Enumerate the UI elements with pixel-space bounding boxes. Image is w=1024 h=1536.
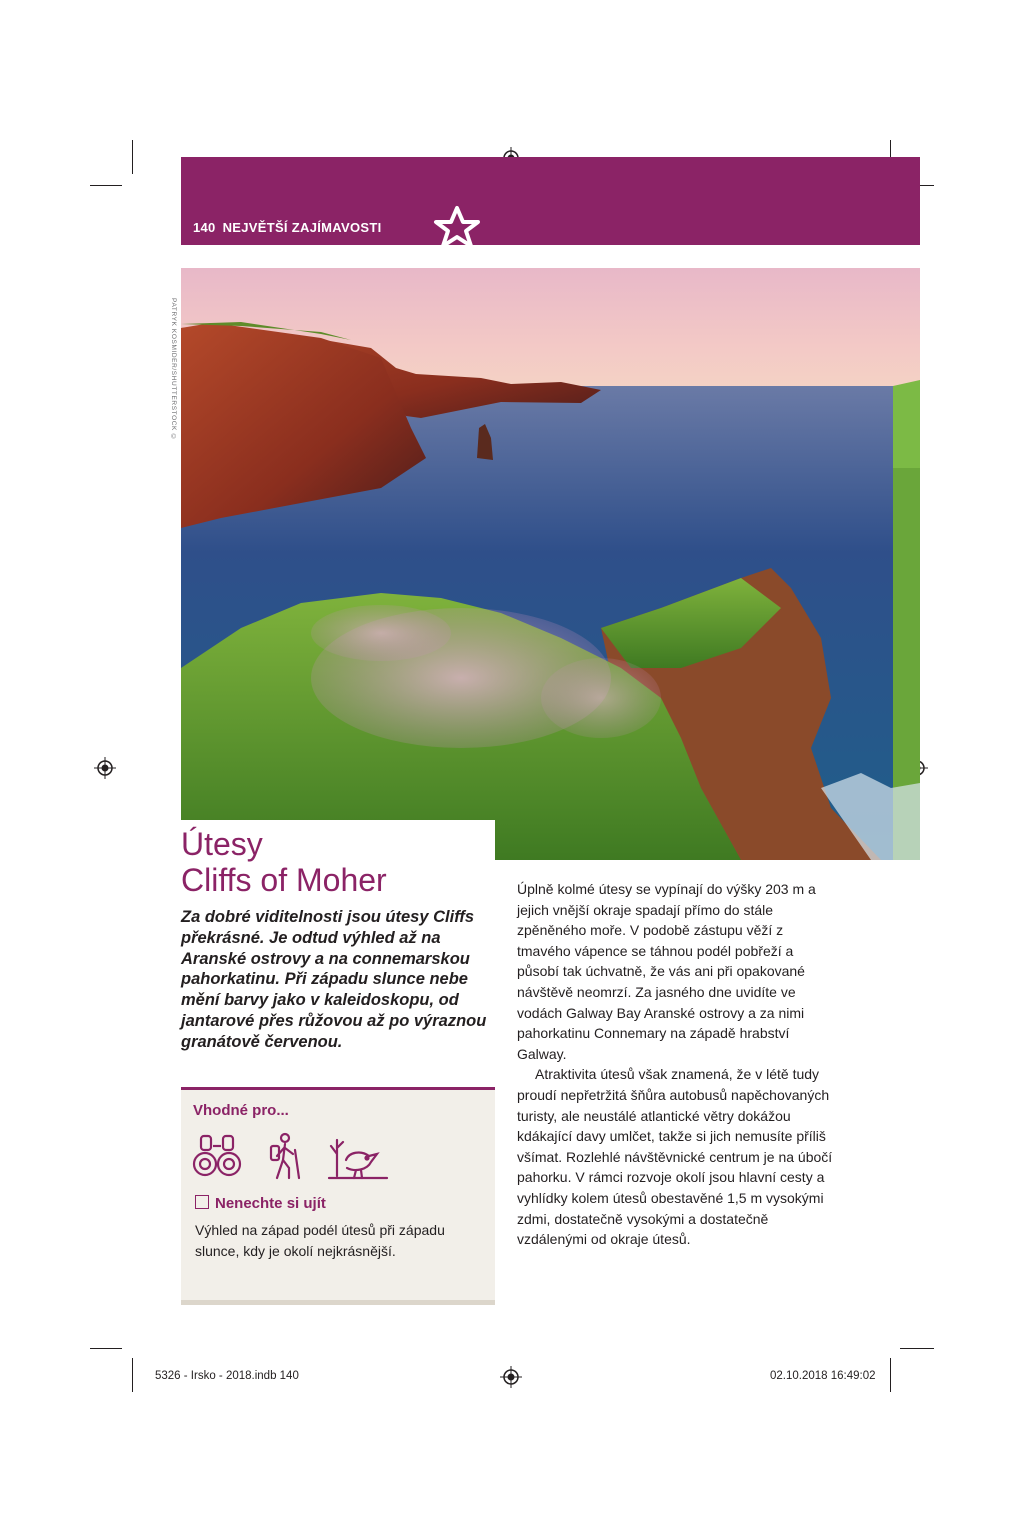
crop-mark [890, 1358, 891, 1392]
title-box [181, 820, 495, 900]
crop-mark [90, 1348, 122, 1349]
must-see-label: Nenechte si ujít [215, 1195, 326, 1212]
body-paragraph: Atraktivita útesů však znamená, že v létě tudy proudí nepřetržitá šňůra autobusů napěchovaných turisty, ale neustálé atlantické větry dokážou kdákající davy umlčet, takže si jich nemusíte příliš všímat. Rozlehlé návštěvnické centrum je na úbočí pahorku. V rámci rozvoje okolí jsou hlavní cesty a vyhlídky kolem útesů obestavěné 1,5 m vysokými zdmi, dostatečně vysokými a dostatečně vzdálenými od okraje útesů. [517, 1066, 833, 1248]
slug-date: 02.10.2018 16:49:02 [770, 1370, 876, 1382]
registration-mark-icon [94, 757, 116, 779]
page-number: 140 [193, 220, 216, 235]
section-title: NEJVĚTŠÍ ZAJÍMAVOSTI [222, 220, 382, 235]
sidebar-box [181, 1087, 495, 1305]
sidebar-heading: Vhodné pro... [193, 1102, 289, 1119]
binoculars-icon [194, 1136, 240, 1175]
must-see-text: Výhled na západ podél útesů při západu slunce, kdy je okolí nejkrásnější. [195, 1222, 445, 1259]
bird-icon [329, 1140, 387, 1178]
slug-file: 5326 - Irsko - 2018.indb 140 [155, 1370, 299, 1382]
registration-mark-icon [500, 1366, 522, 1388]
checkbox-icon [195, 1195, 209, 1209]
must-see-heading [195, 1194, 326, 1212]
photo-credit: PATRYK KOSMIDER/SHUTTERSTOCK © [170, 298, 177, 441]
title-line-1: Útesy [181, 826, 263, 862]
cliffs-photo [181, 268, 920, 860]
section-header [181, 157, 920, 245]
title-line-2: Cliffs of Moher [181, 862, 387, 898]
crop-mark [132, 140, 133, 174]
body-column [517, 879, 835, 1250]
star-icon [431, 205, 483, 249]
activity-icons [191, 1132, 391, 1184]
crop-mark [900, 1348, 934, 1349]
body-paragraph: Úplně kolmé útesy se vypínají do výšky 203 m a jejich vnější okraje spadají přímo do stále zpěněného moře. V podobě zástupu věží z tmavého vápence se táhnou podél pobřeží a působí tak úchvatně, že vás ani při opakované návštěvě neomrzí. Za jasného dne uvidíte ve vodách Galway Bay Aranské ostrovy a za nimi pahorkatinu Connemary na západě hrabství Galway. [517, 881, 816, 1062]
page-title [181, 826, 387, 898]
hiker-icon [271, 1134, 299, 1178]
crop-mark [132, 1358, 133, 1392]
section-header-text [193, 220, 382, 235]
lead-paragraph: Za dobré viditelnosti jsou útesy Cliffs překrásné. Je odtud výhled až na Aranské ostrovy a na connemarskou pahorkatinu. Při západu slunce nebe mění barvy jako v kaleidoskopu, od jantarové přes růžovou až po výraznou granátově červenou. [181, 908, 487, 1051]
crop-mark [90, 185, 122, 186]
